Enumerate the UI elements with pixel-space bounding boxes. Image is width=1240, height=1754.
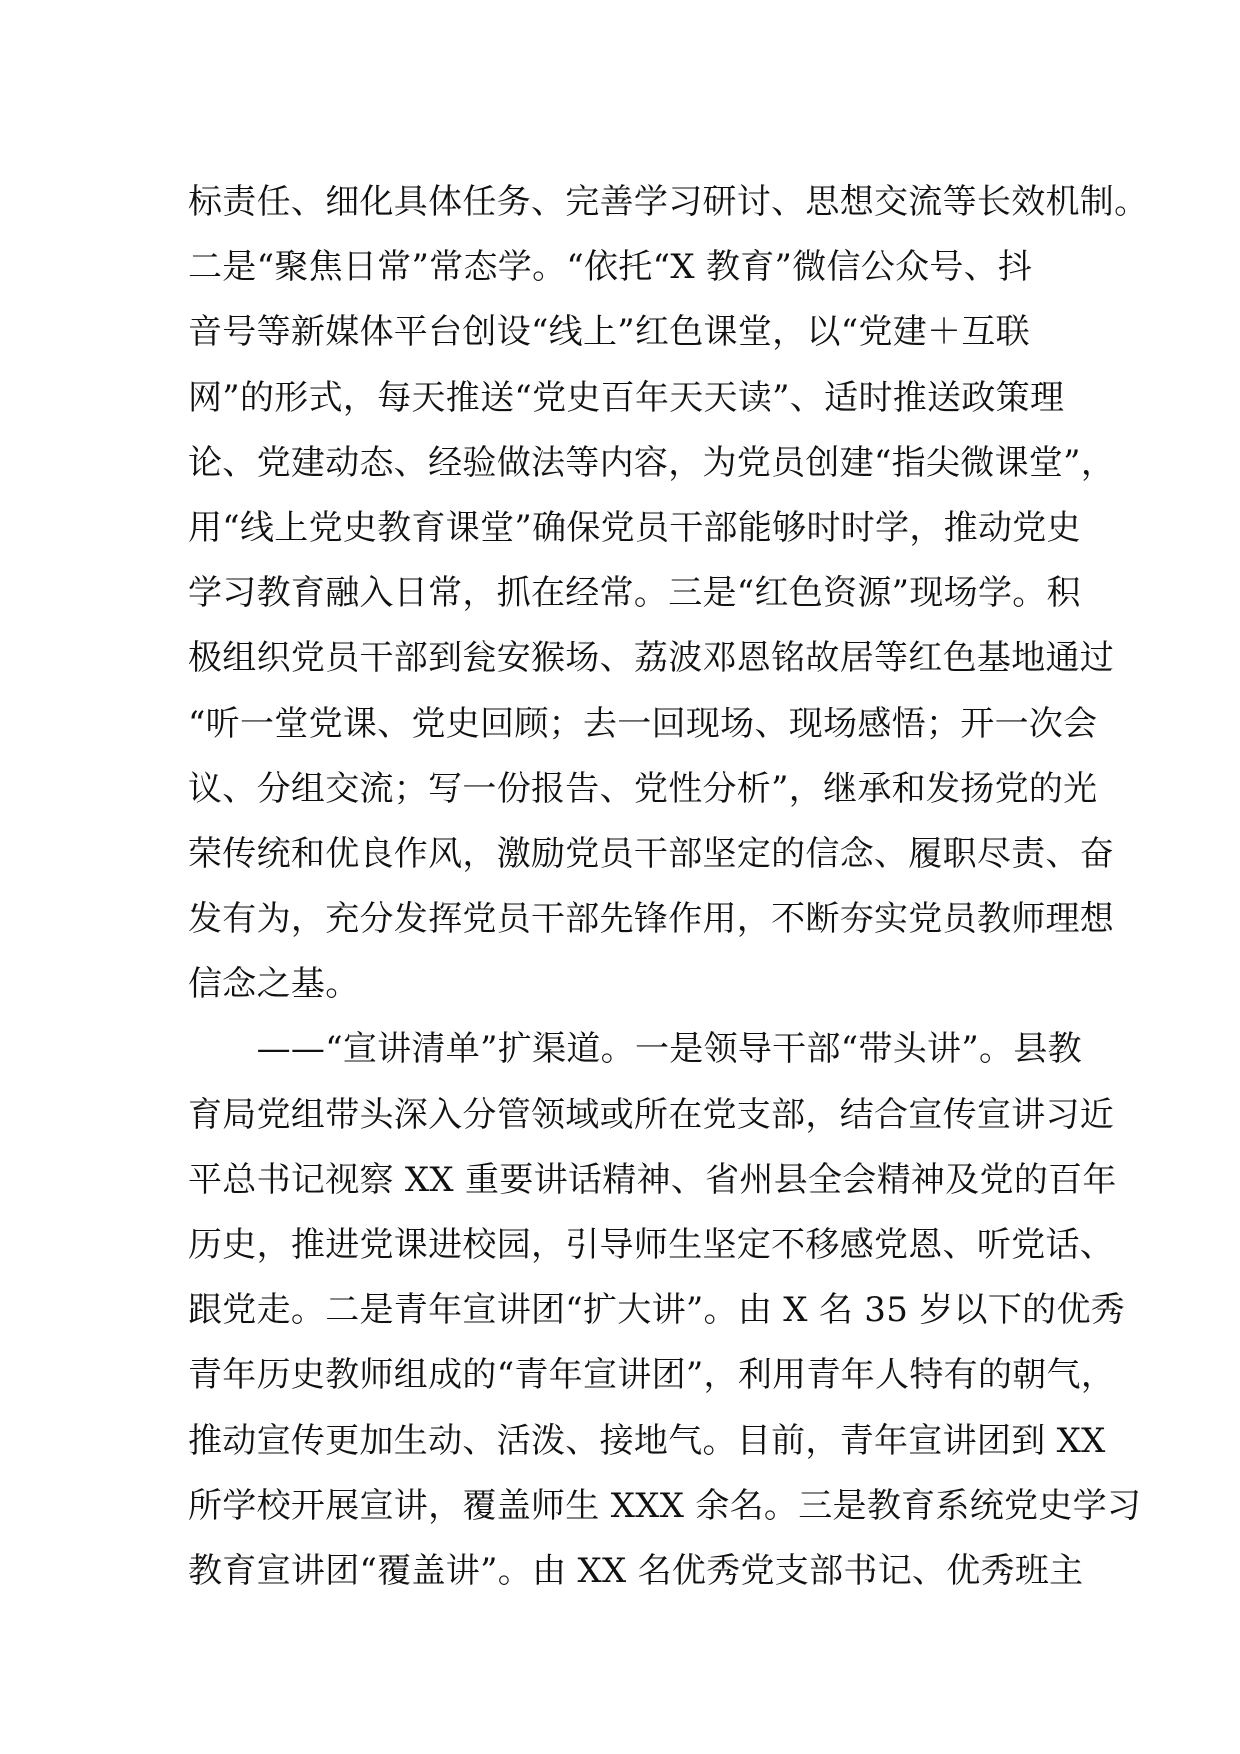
text-line: “听一堂党课、党史回顾；去一回现场、现场感悟；开一次会 (188, 703, 1098, 744)
text-line: 音号等新媒体平台创设“线上”红色课堂，以“党建＋互联 (188, 312, 1030, 353)
text-line: 青年历史教师组成的“青年宣讲团”，利用青年人特有的朝气， (188, 1355, 1116, 1396)
text-line: 学习教育融入日常，抓在经常。三是“红色资源”现场学。积 (188, 573, 1081, 614)
text-line: 育局党组带头深入分管领域或所在党支部，结合宣传宣讲习近 (188, 1094, 1115, 1135)
text-line: 平总书记视察 XX 重要讲话精神、省州县全会精神及党的百年 (188, 1159, 1117, 1200)
text-line: 论、党建动态、经验做法等内容，为党员创建“指尖微课堂”， (188, 442, 1116, 483)
text-line: 荣传统和优良作风，激励党员干部坚定的信念、履职尽责、奋 (188, 833, 1115, 874)
text-line: 网”的形式，每天推送“党史百年天天读”、适时推送政策理 (188, 377, 1065, 418)
text-line: 信念之基。 (188, 964, 360, 1005)
text-line: 历史，推进党课进校园，引导师生坚定不移感党恩、听党话、 (188, 1225, 1115, 1265)
text-line: 教育宣讲团“覆盖讲”。由 XX 名优秀党支部书记、优秀班主 (188, 1550, 1084, 1591)
text-line: 发有为，充分发挥党员干部先锋作用，不断夯实党员教师理想 (188, 899, 1115, 940)
text-line: 议、分组交流；写一份报告、党性分析”，继承和发扬党的光 (188, 768, 1098, 809)
text-line: ——“宣讲清单”扩渠道。一是领导干部“带头讲”。县教 (188, 1029, 1082, 1070)
body-text (188, 170, 1149, 1604)
text-line: 跟党走。二是青年宣讲团“扩大讲”。由 X 名 35 岁以下的优秀 (188, 1290, 1126, 1331)
text-line: 标责任、细化具体任务、完善学习研讨、思想交流等长效机制。 (188, 182, 1149, 222)
text-line: 极组织党员干部到瓮安猴场、荔波邓恩铭故居等红色基地通过 (188, 638, 1115, 679)
text-line: 所学校开展宣讲，覆盖师生 XXX 余名。三是教育系统党史学习 (188, 1485, 1142, 1526)
text-line: 推动宣传更加生动、活泼、接地气。目前，青年宣讲团到 XX (188, 1420, 1106, 1461)
text-line: 二是“聚焦日常”常态学。“依托“X 教育”微信公众号、抖 (188, 247, 1033, 288)
text-line: 用“线上党史教育课堂”确保党员干部能够时时学，推动党史 (188, 507, 1081, 548)
